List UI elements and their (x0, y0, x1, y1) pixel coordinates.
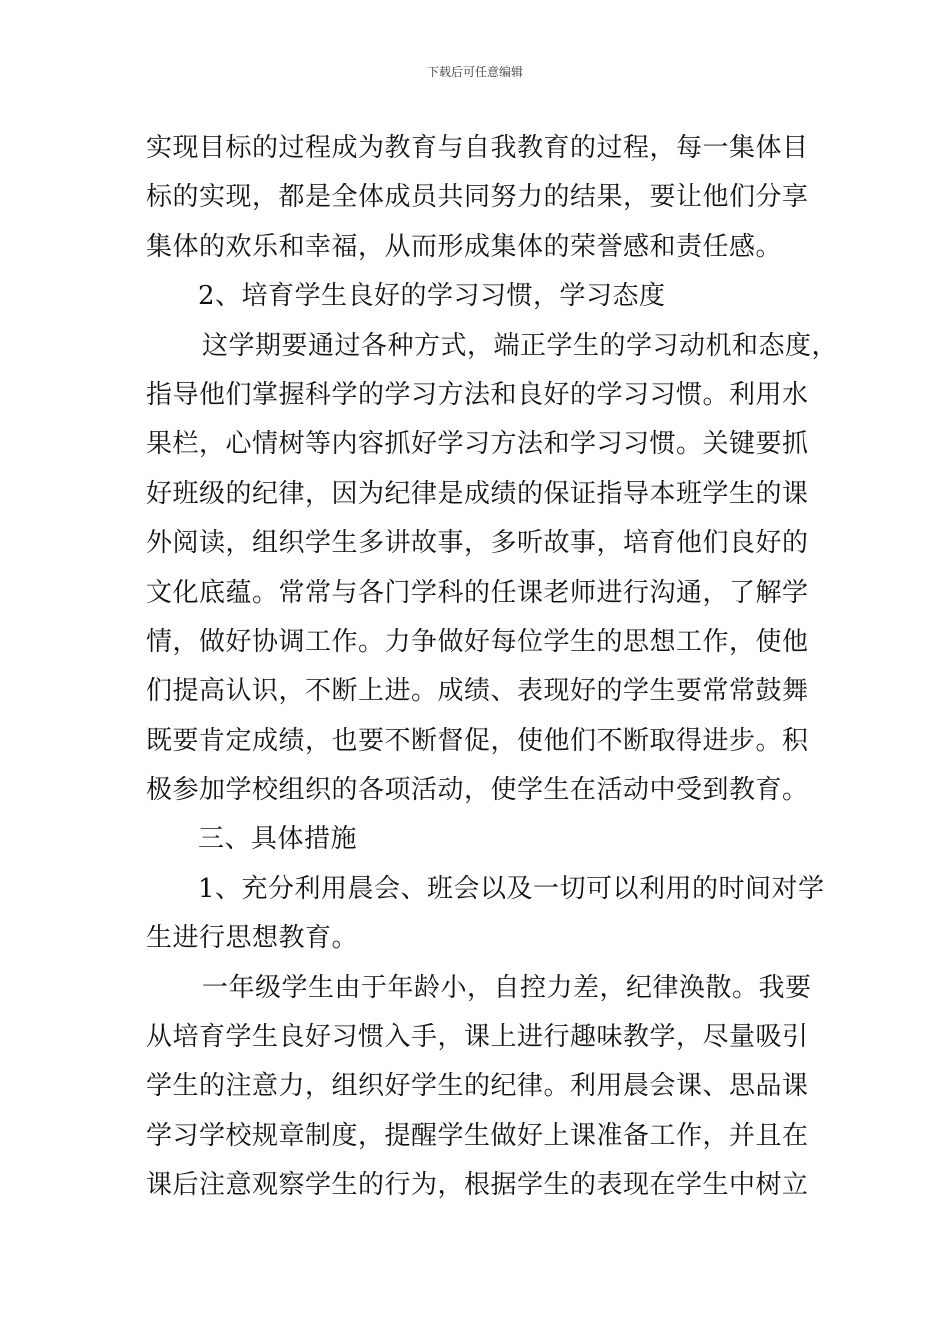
paragraph-line: 果栏，心情树等内容抓好学习方法和学习习惯。关键要抓 (146, 429, 809, 460)
paragraph-line: 集体的欢乐和幸福，从而形成集体的荣誉感和责任感。 (146, 231, 783, 262)
section-heading: 1、充分利用晨会、班会以及一切可以利用的时间对学 (198, 873, 825, 904)
page-header: 下载后可任意编辑 (426, 65, 523, 79)
paragraph-line: 课后注意观察学生的行为，根据学生的表现在学生中树立 (146, 1170, 809, 1201)
paragraph-line: 实现目标的过程成为教育与自我教育的过程，每一集体目 (146, 133, 809, 163)
paragraph-line: 情，做好协调工作。力争做好每位学生的思想工作，使他 (146, 626, 809, 657)
paragraph-line: 既要肯定成绩，也要不断督促，使他们不断取得进步。积 (146, 725, 809, 756)
section-heading: 三、具体措施 (198, 824, 358, 855)
paragraph-line: 外阅读，组织学生多讲故事，多听故事，培育他们良好的 (146, 528, 809, 559)
document-body (146, 124, 839, 1211)
paragraph-line: 学生的注意力，组织好学生的纪律。利用晨会课、思品课 (146, 1071, 809, 1102)
section-heading: 2、培育学生良好的学习习惯，学习态度 (198, 281, 666, 312)
paragraph-line: 指导他们掌握科学的学习方法和良好的学习习惯。利用水 (146, 379, 809, 410)
paragraph-line: 文化底蕴。常常与各门学科的任课老师进行沟通，了解学 (146, 577, 809, 608)
paragraph-line: 们提高认识，不断上进。成绩、表现好的学生要常常鼓舞 (146, 676, 809, 707)
paragraph-line: 学习学校规章制度，提醒学生做好上课准备工作，并且在 (146, 1120, 809, 1151)
paragraph-line: 这学期要通过各种方式，端正学生的学习动机和态度， (202, 330, 839, 361)
paragraph-line: 极参加学校组织的各项活动，使学生在活动中受到教育。 (146, 775, 809, 806)
paragraph-line: 生进行思想教育。 (146, 923, 359, 954)
paragraph-line: 标的实现，都是全体成员共同努力的结果，要让他们分享 (146, 182, 809, 213)
paragraph-line: 好班级的纪律，因为纪律是成绩的保证指导本班学生的课 (146, 478, 809, 509)
paragraph-line: 一年级学生由于年龄小，自控力差，纪律涣散。我要 (202, 972, 812, 1003)
paragraph-line: 从培育学生良好习惯入手，课上进行趣味教学，尽量吸引 (146, 1022, 809, 1053)
